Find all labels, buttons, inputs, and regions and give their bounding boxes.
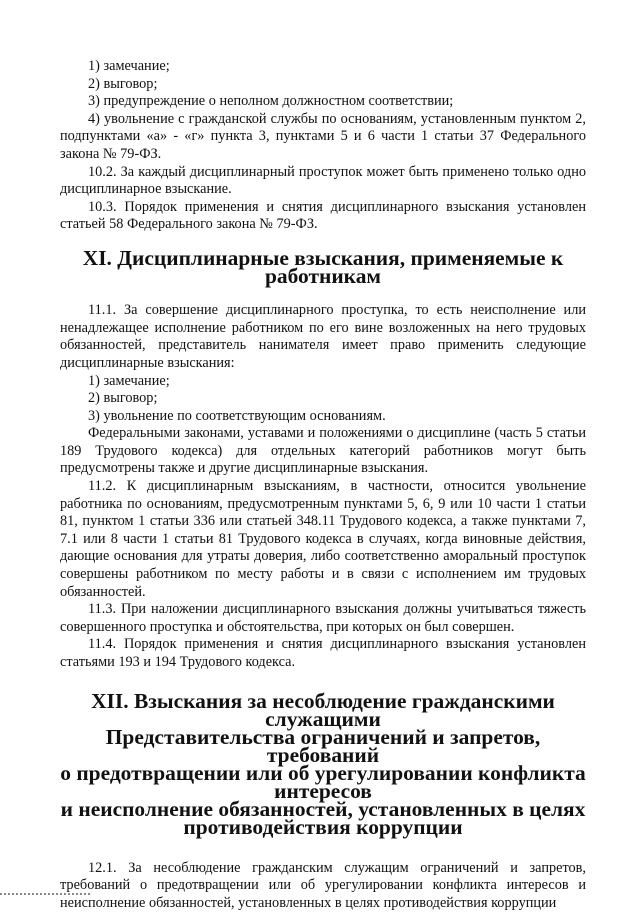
section-11-title: XI. Дисциплинарные взыскания, применяемые к работникам xyxy=(82,245,564,288)
list-item-reprimand: 1) замечание; xyxy=(88,58,170,74)
section-12-title-line: Представительства ограничений и запретов, требований xyxy=(105,724,541,767)
document-page xyxy=(60,58,586,912)
section-12-title xyxy=(60,688,586,839)
paragraph-10-3: 10.3. Порядок применения и снятия дисциплинарного взыскания установлен статьей 58 Федерального закона № 79-ФЗ. xyxy=(60,198,586,233)
section-12-title-line: и неисполнение обязанностей, установленных в целях xyxy=(60,796,586,821)
paragraph-11-3: 11.3. При наложении дисциплинарного взыскания должны учитываться тяжесть совершенного проступка и обстоятельства, при которых он был совершен. xyxy=(60,601,586,635)
paragraph-11-4: 11.4. Порядок применения и снятия дисциплинарного взыскания установлен статьями 193 и 194 Трудового кодекса. xyxy=(60,636,586,670)
list-item-warning: 3) предупреждение о неполном должностном соответствии; xyxy=(88,93,454,110)
list-item-rebuke: 2) выговор; xyxy=(88,75,158,92)
scan-edge-mark xyxy=(0,893,92,895)
paragraph-11-1: 11.1. За совершение дисциплинарного проступка, то есть неисполнение или ненадлежащее исполнение работником по его вине возложенных на него трудовых обязанностей, представитель нанимателя имеет право применить следующие дисциплинарные взыскания: xyxy=(60,302,586,371)
section-12-title-line: о предотвращении или об урегулировании конфликта интересов xyxy=(60,760,586,803)
paragraph-federal-laws: Федеральными законами, уставами и положениями о дисциплине (часть 5 статьи 189 Трудового кодекса) для отдельных категорий работников могут быть предусмотрены также и другие дисциплинарные взыскания. xyxy=(60,425,586,477)
list-item-dismissal: 4) увольнение с гражданской службы по основаниям, установленным пунктом 2, подпунктами «а» - «г» пункта 3, пунктами 5 и 6 части 1 статьи 37 Федерального закона № 79-ФЗ. xyxy=(60,110,586,162)
list-item-reprimand: 1) замечание; xyxy=(88,372,170,389)
paragraph-10-2: 10.2. За каждый дисциплинарный проступок может быть применено только одно дисциплинарное взыскание. xyxy=(60,163,586,198)
list-item-rebuke: 2) выговор; xyxy=(88,390,158,407)
paragraph-12-1: 12.1. За несоблюдение гражданским служащим ограничений и запретов, требований о предотвращении или об урегулировании конфликта интересов и неисполнение обязанностей, установленных в целях противодействия коррупции xyxy=(60,859,586,911)
list-item-dismissal: 3) увольнение по соответствующим основаниям. xyxy=(88,407,386,424)
section-12-title-line: XII. Взыскания за несоблюдение гражданскими служащими xyxy=(91,688,555,731)
section-12-title-line: противодействия коррупции xyxy=(183,814,463,839)
paragraph-11-2: 11.2. К дисциплинарным взысканиям, в частности, относится увольнение работника по основаниям, предусмотренным пунктами 5, 6, 9 или 10 части 1 статьи 81, пунктом 1 статьи 336 или статьей 348.11 Трудового кодекса, а также пунктами 7, 7.1 или 8 части 1 статьи 81 Трудового кодекса в случаях, когда виновные действия, дающие основания для утраты доверия, либо соответственно аморальный проступок совершены работником по месту работы и в связи с исполнением им трудовых обязанностей. xyxy=(60,478,586,600)
